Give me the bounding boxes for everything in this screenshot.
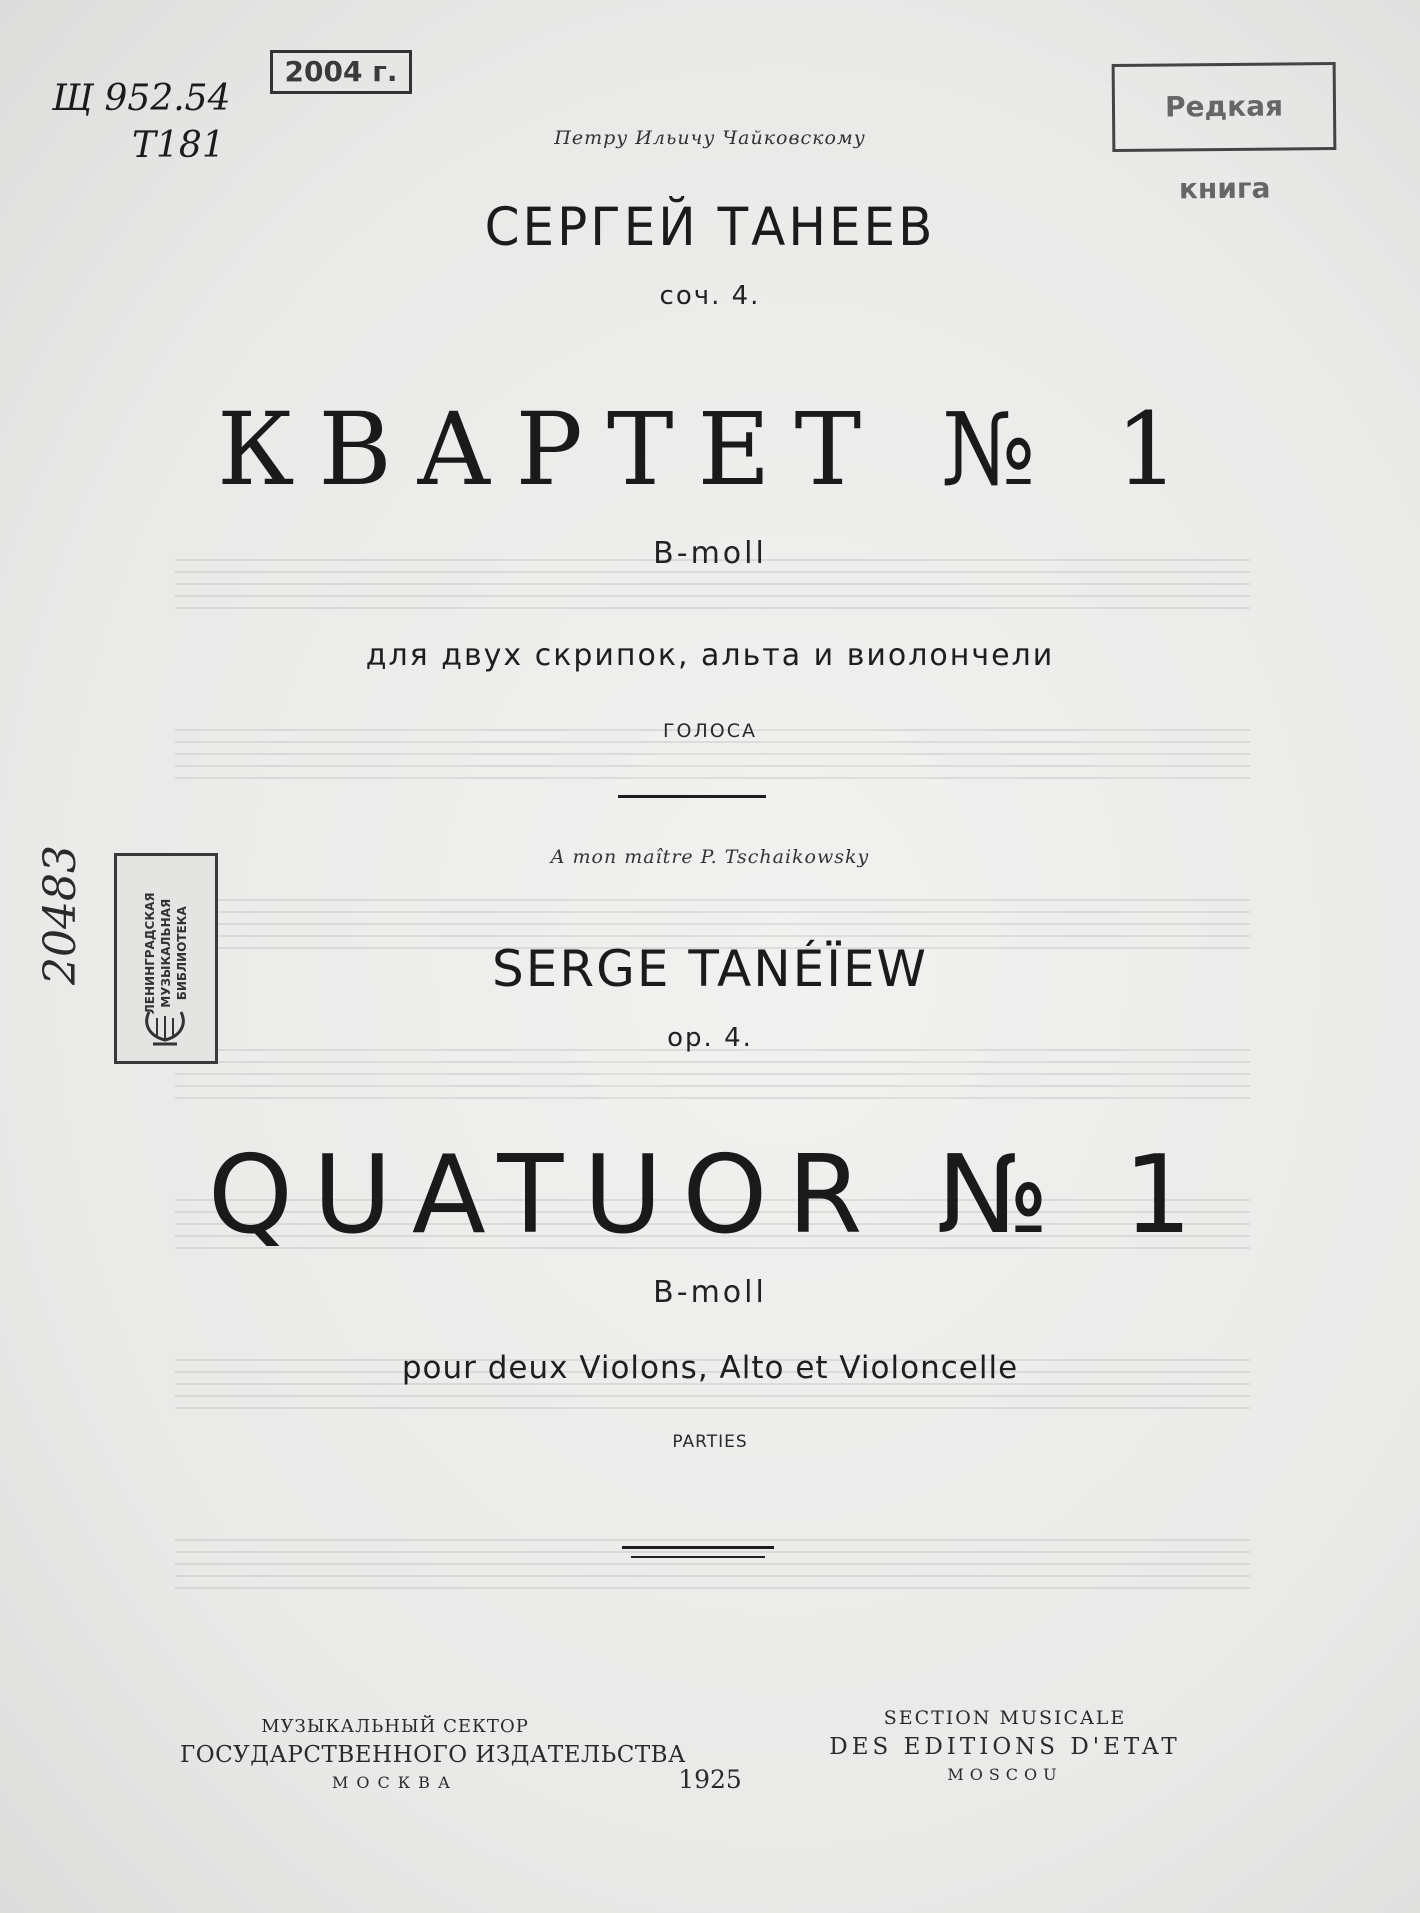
publication-year: 1925 — [678, 1765, 742, 1794]
publisher-fr-city: MOSCOU — [947, 1765, 1063, 1784]
publisher-ru-line-1: МУЗЫКАЛЬНЫЙ СЕКТОР — [261, 1716, 529, 1737]
title-ru: КВАРТЕТ № 1 — [216, 391, 1204, 508]
instrumentation-ru: для двух скрипок, альта и виолончели — [365, 638, 1055, 673]
key-fr: B-moll — [653, 1275, 767, 1310]
year-stamp: 2004 г. — [270, 50, 412, 94]
parts-label-fr: PARTIES — [672, 1432, 748, 1452]
opus-ru: соч. 4. — [659, 281, 761, 311]
double-rule-top — [622, 1546, 774, 1549]
composer-name-fr: SERGE TANÉÏEW — [492, 940, 928, 998]
opus-fr: op. 4. — [667, 1023, 753, 1053]
publisher-ru — [180, 1716, 686, 1792]
instrumentation-fr: pour deux Violons, Alto et Violoncelle — [401, 1350, 1019, 1386]
rare-book-stamp: Редкая книга — [1112, 62, 1337, 152]
inventory-number-text: 20483 — [40, 845, 86, 985]
key-ru: B-moll — [653, 536, 767, 571]
divider-rule — [618, 795, 766, 798]
shelfmark-line-2: Т181 — [132, 124, 225, 166]
publisher-fr-line-1: SECTION MUSICALE — [883, 1707, 1127, 1729]
publisher-ru-city: МОСКВА — [332, 1773, 458, 1792]
publisher-fr — [790, 1709, 1220, 1783]
shelfmark — [52, 76, 231, 170]
title-fr: QUATUOR № 1 — [207, 1133, 1213, 1258]
double-rule-bottom — [631, 1556, 765, 1558]
composer-name-ru: СЕРГЕЙ ТАНЕЕВ — [484, 196, 936, 258]
library-stamp-text: ЛЕНИНГРАДСКАЯ МУЗЫКАЛЬНАЯ БИБЛИОТЕКА — [143, 891, 189, 1014]
publisher-fr-line-2: DES EDITIONS D'ETAT — [829, 1734, 1181, 1760]
shelfmark-line-1: Щ 952.54 — [52, 78, 231, 119]
parts-label-ru: ГОЛОСА — [662, 720, 758, 742]
dedication-ru: Петру Ильичу Чайковскому — [554, 127, 866, 149]
dedication-fr: A mon maître P. Tschaikowsky — [550, 846, 870, 868]
publisher-ru-line-2: ГОСУДАРСТВЕННОГО ИЗДАТЕЛЬСТВА — [180, 1742, 686, 1768]
